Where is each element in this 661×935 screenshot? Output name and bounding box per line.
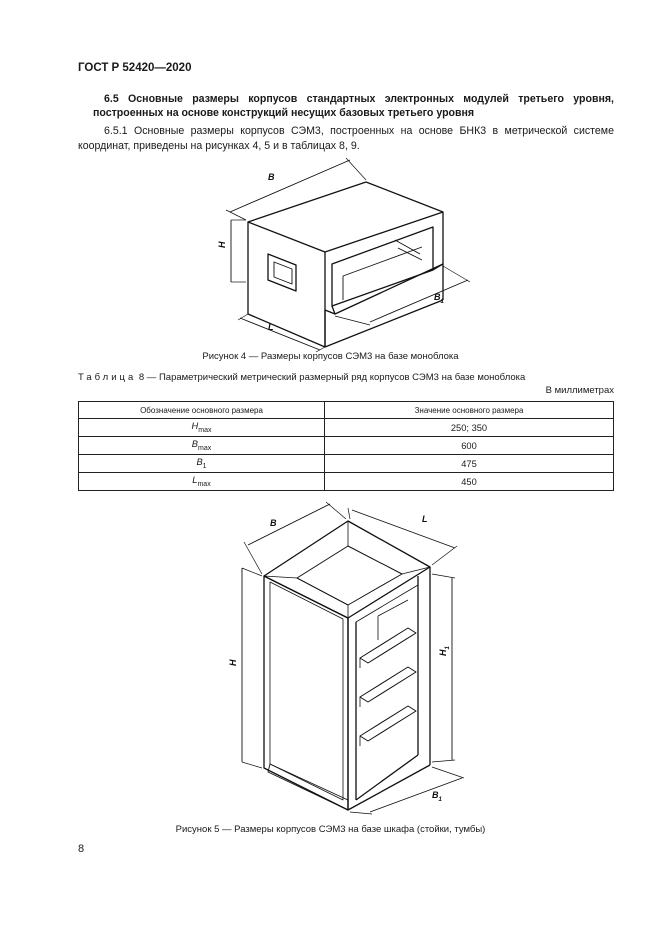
fig4-label-h: H bbox=[217, 241, 227, 248]
fig5-label-h: H bbox=[228, 659, 238, 666]
paragraph-line-2: координат, приведены на рисунках 4, 5 и в таблицах 8, 9. bbox=[78, 140, 360, 152]
section-heading-line-2: построенных на основе конструкций несущих базовых третьего уровня bbox=[93, 107, 475, 119]
row-value: 450 bbox=[325, 473, 614, 491]
row-value: 600 bbox=[325, 437, 614, 455]
figure-4-caption: Рисунок 4 — Размеры корпусов СЭМ3 на базе моноблока bbox=[202, 351, 459, 362]
section-heading-line-1: 6.5 Основные размеры корпусов стандартных электронных модулей третьего уровня, bbox=[104, 93, 614, 105]
figure-4-monoblock-drawing bbox=[200, 150, 490, 355]
row-designation: $B_1$ bbox=[79, 455, 325, 473]
table-header-row bbox=[79, 402, 614, 419]
row-designation: $H_{max}$ bbox=[79, 419, 325, 437]
section-heading bbox=[78, 92, 614, 120]
table-8 bbox=[78, 401, 614, 491]
table-row bbox=[79, 455, 614, 473]
fig4-label-b1: $B_1$ bbox=[434, 292, 444, 305]
fig4-label-l: L bbox=[268, 322, 274, 332]
row-designation: $L_{max}$ bbox=[79, 473, 325, 491]
figure-5-caption: Рисунок 5 — Размеры корпусов СЭМ3 на базе шкафа (стойки, тумбы) bbox=[175, 824, 486, 835]
table-row bbox=[79, 473, 614, 491]
paragraph-line-1: 6.5.1 Основные размеры корпусов СЭМ3, построенных на основе БНК3 в метрической системе bbox=[104, 125, 614, 137]
figure-5-cabinet-drawing bbox=[228, 498, 478, 818]
fig5-label-b: B bbox=[270, 518, 277, 528]
page-number: 8 bbox=[78, 843, 85, 855]
row-designation: $B_{max}$ bbox=[79, 437, 325, 455]
table-8-units: В миллиметрах bbox=[545, 385, 614, 396]
table-8-caption: Таблица 8 — Параметрический метрический размерный ряд корпусов СЭМ3 на базе моноблока bbox=[78, 372, 526, 383]
table-row bbox=[79, 419, 614, 437]
standard-number: ГОСТ Р 52420—2020 bbox=[78, 62, 192, 74]
fig5-label-b1: $B_1$ bbox=[432, 790, 442, 803]
header-designation: Обозначение основного размера bbox=[79, 402, 325, 419]
header-value: Значение основного размера bbox=[325, 402, 614, 419]
fig4-label-b: B bbox=[268, 172, 275, 182]
fig5-label-l: L bbox=[422, 514, 428, 524]
table-row bbox=[79, 437, 614, 455]
fig5-label-h1: $H_1$ bbox=[438, 646, 451, 656]
row-value: 250; 350 bbox=[325, 419, 614, 437]
row-value: 475 bbox=[325, 455, 614, 473]
